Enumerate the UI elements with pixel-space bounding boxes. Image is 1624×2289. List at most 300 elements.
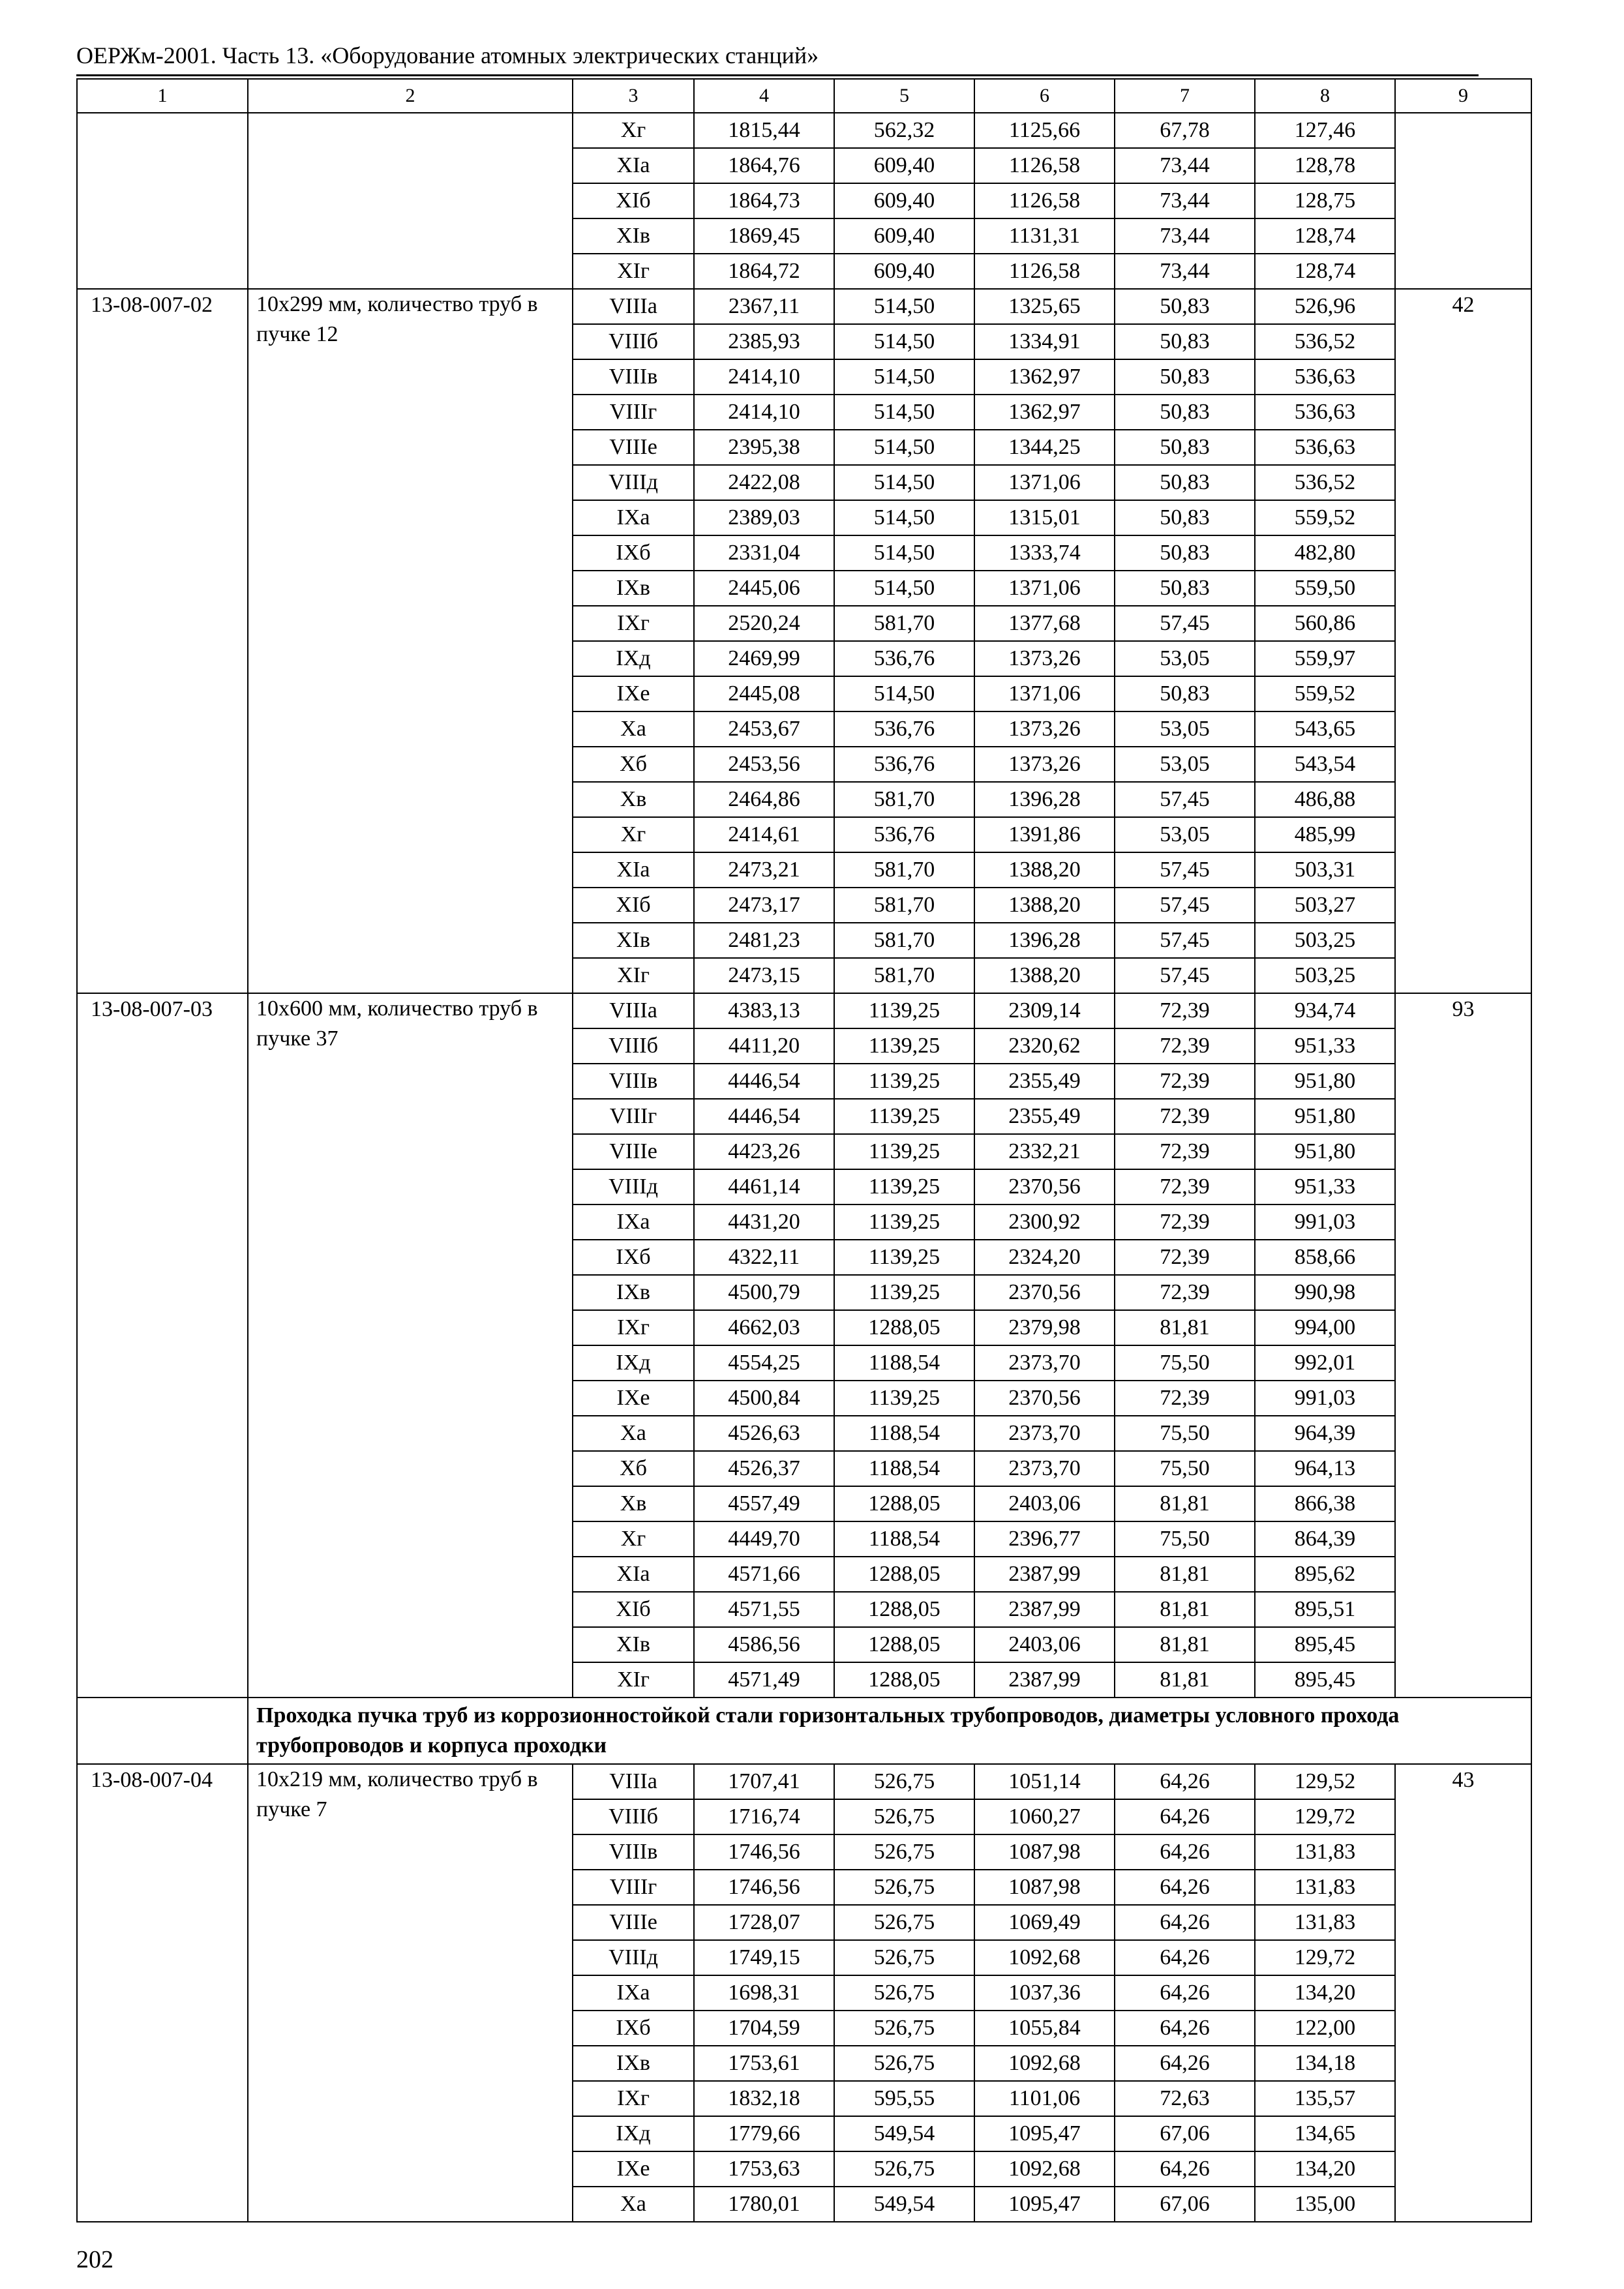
cell-zone: IXа <box>573 1204 694 1240</box>
cell-zone: IXг <box>573 1310 694 1345</box>
cell-total-cost: 1832,18 <box>694 2081 834 2116</box>
cell-operator-wages: 72,39 <box>1115 1381 1255 1416</box>
cell-machines: 2355,49 <box>974 1099 1115 1134</box>
cell-machines: 1126,58 <box>974 254 1115 289</box>
cell-wages: 526,75 <box>834 1764 974 1799</box>
cell-zone: XIв <box>573 1627 694 1662</box>
cell-operator-wages: 50,83 <box>1115 289 1255 324</box>
cell-total-cost: 4411,20 <box>694 1028 834 1064</box>
cell-machines: 1037,36 <box>974 1975 1115 2011</box>
cell-operator-wages: 72,39 <box>1115 1028 1255 1064</box>
cell-code: 13-08-007-04 <box>77 1764 248 2222</box>
cell-wages: 581,70 <box>834 782 974 817</box>
cell-wages: 514,50 <box>834 359 974 395</box>
cell-materials: 128,75 <box>1255 183 1395 218</box>
cell-machines: 1373,26 <box>974 711 1115 747</box>
cell-materials: 559,52 <box>1255 500 1395 535</box>
cell-operator-wages: 67,78 <box>1115 113 1255 148</box>
cell-total-cost: 2473,17 <box>694 888 834 923</box>
cell-total-cost: 1704,59 <box>694 2011 834 2046</box>
cell-zone: IXд <box>573 641 694 676</box>
cell-wages: 1139,25 <box>834 1028 974 1064</box>
cell-zone: IXа <box>573 1975 694 2011</box>
cell-operator-wages: 73,44 <box>1115 218 1255 254</box>
cell-total-cost: 2473,15 <box>694 958 834 993</box>
cell-total-cost: 4423,26 <box>694 1134 834 1169</box>
cell-total-cost: 1864,72 <box>694 254 834 289</box>
cell-materials: 560,86 <box>1255 606 1395 641</box>
cell-zone: VIIIв <box>573 359 694 395</box>
cell-machines: 1315,01 <box>974 500 1115 535</box>
cell-machines: 1362,97 <box>974 395 1115 430</box>
rates-table <box>76 78 1532 2222</box>
cell-materials: 951,80 <box>1255 1134 1395 1169</box>
cell-operator-wages: 64,26 <box>1115 2151 1255 2187</box>
cell-machines: 1388,20 <box>974 958 1115 993</box>
cell-materials: 127,46 <box>1255 113 1395 148</box>
cell-operator-wages: 50,83 <box>1115 676 1255 711</box>
cell-machines: 1087,98 <box>974 1870 1115 1905</box>
cell-total-cost: 2385,93 <box>694 324 834 359</box>
cell-zone: VIIIг <box>573 1099 694 1134</box>
cell-operator-wages: 81,81 <box>1115 1310 1255 1345</box>
cell-zone: IXе <box>573 2151 694 2187</box>
cell-machines: 1092,68 <box>974 2046 1115 2081</box>
cell-operator-wages: 72,39 <box>1115 1169 1255 1204</box>
cell-machines: 1092,68 <box>974 2151 1115 2187</box>
cell-desc-empty <box>248 113 573 289</box>
column-number-row <box>77 79 1531 113</box>
cell-machines: 1131,31 <box>974 218 1115 254</box>
cell-count: 43 <box>1395 1764 1531 2222</box>
cell-materials: 559,97 <box>1255 641 1395 676</box>
cell-zone: VIIIе <box>573 1905 694 1940</box>
cell-materials: 895,45 <box>1255 1662 1395 1698</box>
cell-total-cost: 2367,11 <box>694 289 834 324</box>
cell-zone: VIIIа <box>573 1764 694 1799</box>
cell-total-cost: 4571,66 <box>694 1557 834 1592</box>
cell-materials: 964,39 <box>1255 1416 1395 1451</box>
cell-wages: 526,75 <box>834 1834 974 1870</box>
cell-total-cost: 2389,03 <box>694 500 834 535</box>
cell-machines: 1087,98 <box>974 1834 1115 1870</box>
cell-wages: 581,70 <box>834 852 974 888</box>
cell-wages: 1288,05 <box>834 1592 974 1627</box>
cell-materials: 951,80 <box>1255 1064 1395 1099</box>
cell-wages: 1288,05 <box>834 1627 974 1662</box>
cell-materials: 486,88 <box>1255 782 1395 817</box>
cell-operator-wages: 64,26 <box>1115 1940 1255 1975</box>
cell-operator-wages: 53,05 <box>1115 711 1255 747</box>
column-number: 4 <box>694 79 834 113</box>
cell-operator-wages: 50,83 <box>1115 324 1255 359</box>
cell-machines: 2403,06 <box>974 1486 1115 1521</box>
section-title-row <box>77 1698 1531 1764</box>
cell-materials: 951,80 <box>1255 1099 1395 1134</box>
cell-machines: 2373,70 <box>974 1416 1115 1451</box>
cell-zone: XIа <box>573 852 694 888</box>
cell-total-cost: 1780,01 <box>694 2187 834 2222</box>
cell-zone: IXб <box>573 1240 694 1275</box>
cell-machines: 1126,58 <box>974 148 1115 183</box>
cell-operator-wages: 53,05 <box>1115 817 1255 852</box>
cell-total-cost: 2395,38 <box>694 430 834 465</box>
cell-total-cost: 4431,20 <box>694 1204 834 1240</box>
cell-zone: XIб <box>573 183 694 218</box>
cell-materials: 994,00 <box>1255 1310 1395 1345</box>
table-row <box>77 113 1531 148</box>
cell-machines: 1125,66 <box>974 113 1115 148</box>
cell-operator-wages: 75,50 <box>1115 1345 1255 1381</box>
cell-machines: 1060,27 <box>974 1799 1115 1834</box>
cell-wages: 1139,25 <box>834 993 974 1028</box>
cell-materials: 951,33 <box>1255 1028 1395 1064</box>
cell-total-cost: 2331,04 <box>694 535 834 571</box>
cell-machines: 1396,28 <box>974 923 1115 958</box>
cell-wages: 1188,54 <box>834 1416 974 1451</box>
cell-wages: 1288,05 <box>834 1662 974 1698</box>
cell-count: 93 <box>1395 993 1531 1698</box>
cell-total-cost: 2414,10 <box>694 395 834 430</box>
cell-zone: VIIIб <box>573 1799 694 1834</box>
cell-materials: 895,45 <box>1255 1627 1395 1662</box>
cell-materials: 536,52 <box>1255 324 1395 359</box>
cell-wages: 1139,25 <box>834 1381 974 1416</box>
cell-zone: XIв <box>573 218 694 254</box>
cell-materials: 503,25 <box>1255 958 1395 993</box>
cell-total-cost: 4500,84 <box>694 1381 834 1416</box>
cell-operator-wages: 50,83 <box>1115 571 1255 606</box>
cell-machines: 1377,68 <box>974 606 1115 641</box>
page-header: ОЕРЖм-2001. Часть 13. «Оборудование атомных электрических станций» <box>76 42 819 68</box>
column-number: 3 <box>573 79 694 113</box>
cell-operator-wages: 75,50 <box>1115 1451 1255 1486</box>
cell-zone: VIIIг <box>573 1870 694 1905</box>
cell-wages: 595,55 <box>834 2081 974 2116</box>
cell-zone: Xа <box>573 1416 694 1451</box>
cell-wages: 526,75 <box>834 1870 974 1905</box>
cell-machines: 2373,70 <box>974 1451 1115 1486</box>
cell-wages: 609,40 <box>834 254 974 289</box>
cell-wages: 514,50 <box>834 465 974 500</box>
column-number: 9 <box>1395 79 1531 113</box>
cell-total-cost: 1716,74 <box>694 1799 834 1834</box>
cell-machines: 1095,47 <box>974 2116 1115 2151</box>
cell-materials: 559,50 <box>1255 571 1395 606</box>
cell-total-cost: 2481,23 <box>694 923 834 958</box>
cell-wages: 1188,54 <box>834 1521 974 1557</box>
cell-materials: 991,03 <box>1255 1381 1395 1416</box>
header-rule <box>76 74 1479 76</box>
cell-materials: 543,54 <box>1255 747 1395 782</box>
cell-wages: 549,54 <box>834 2187 974 2222</box>
cell-zone: VIIIв <box>573 1834 694 1870</box>
cell-operator-wages: 50,83 <box>1115 535 1255 571</box>
cell-operator-wages: 81,81 <box>1115 1627 1255 1662</box>
cell-materials: 858,66 <box>1255 1240 1395 1275</box>
cell-machines: 1325,65 <box>974 289 1115 324</box>
cell-description: 10х299 мм, количество труб в пучке 12 <box>248 289 573 993</box>
cell-machines: 1388,20 <box>974 852 1115 888</box>
cell-zone: VIIIд <box>573 465 694 500</box>
cell-total-cost: 2422,08 <box>694 465 834 500</box>
cell-total-cost: 1753,63 <box>694 2151 834 2187</box>
cell-total-cost: 2473,21 <box>694 852 834 888</box>
cell-operator-wages: 53,05 <box>1115 747 1255 782</box>
cell-materials: 992,01 <box>1255 1345 1395 1381</box>
cell-total-cost: 4662,03 <box>694 1310 834 1345</box>
cell-total-cost: 4554,25 <box>694 1345 834 1381</box>
cell-wages: 514,50 <box>834 395 974 430</box>
cell-total-cost: 4526,63 <box>694 1416 834 1451</box>
cell-wages: 514,50 <box>834 535 974 571</box>
cell-zone: VIIIа <box>573 993 694 1028</box>
cell-operator-wages: 50,83 <box>1115 430 1255 465</box>
cell-operator-wages: 67,06 <box>1115 2116 1255 2151</box>
cell-wages: 526,75 <box>834 1799 974 1834</box>
cell-wages: 536,76 <box>834 711 974 747</box>
cell-operator-wages: 73,44 <box>1115 148 1255 183</box>
cell-zone: Xг <box>573 1521 694 1557</box>
cell-total-cost: 1746,56 <box>694 1834 834 1870</box>
cell-zone: Xб <box>573 1451 694 1486</box>
cell-total-cost: 4586,56 <box>694 1627 834 1662</box>
cell-total-cost: 2520,24 <box>694 606 834 641</box>
cell-zone: Xв <box>573 782 694 817</box>
cell-materials: 128,78 <box>1255 148 1395 183</box>
cell-wages: 1188,54 <box>834 1345 974 1381</box>
cell-wages: 609,40 <box>834 218 974 254</box>
cell-machines: 2379,98 <box>974 1310 1115 1345</box>
cell-total-cost: 4571,55 <box>694 1592 834 1627</box>
cell-zone: Xг <box>573 817 694 852</box>
cell-zone: VIIIг <box>573 395 694 430</box>
cell-wages: 514,50 <box>834 500 974 535</box>
cell-operator-wages: 64,26 <box>1115 2011 1255 2046</box>
cell-operator-wages: 81,81 <box>1115 1486 1255 1521</box>
cell-materials: 895,51 <box>1255 1592 1395 1627</box>
cell-materials: 536,63 <box>1255 430 1395 465</box>
cell-materials: 134,65 <box>1255 2116 1395 2151</box>
cell-operator-wages: 57,45 <box>1115 852 1255 888</box>
cell-wages: 1139,25 <box>834 1134 974 1169</box>
cell-operator-wages: 64,26 <box>1115 1834 1255 1870</box>
cell-machines: 2320,62 <box>974 1028 1115 1064</box>
cell-operator-wages: 73,44 <box>1115 183 1255 218</box>
cell-total-cost: 2464,86 <box>694 782 834 817</box>
cell-zone: IXд <box>573 2116 694 2151</box>
cell-zone: VIIIб <box>573 324 694 359</box>
cell-machines: 2300,92 <box>974 1204 1115 1240</box>
cell-wages: 536,76 <box>834 747 974 782</box>
cell-materials: 482,80 <box>1255 535 1395 571</box>
cell-operator-wages: 57,45 <box>1115 606 1255 641</box>
cell-machines: 1373,26 <box>974 747 1115 782</box>
cell-zone: Xб <box>573 747 694 782</box>
cell-total-cost: 1815,44 <box>694 113 834 148</box>
cell-wages: 1288,05 <box>834 1557 974 1592</box>
cell-materials: 503,31 <box>1255 852 1395 888</box>
column-number: 1 <box>77 79 248 113</box>
cell-wages: 581,70 <box>834 923 974 958</box>
cell-zone: IXе <box>573 1381 694 1416</box>
cell-machines: 1391,86 <box>974 817 1115 852</box>
cell-wages: 1139,25 <box>834 1240 974 1275</box>
cell-wages: 526,75 <box>834 2151 974 2187</box>
cell-materials: 934,74 <box>1255 993 1395 1028</box>
cell-materials: 134,18 <box>1255 2046 1395 2081</box>
section-title: Проходка пучка труб из коррозионностойкой стали горизонтальных трубопроводов, диаметры условного прохода трубопроводов и корпуса проходки <box>248 1698 1531 1764</box>
cell-materials: 964,13 <box>1255 1451 1395 1486</box>
cell-machines: 2373,70 <box>974 1345 1115 1381</box>
cell-zone: XIв <box>573 923 694 958</box>
cell-total-cost: 4526,37 <box>694 1451 834 1486</box>
cell-machines: 2370,56 <box>974 1381 1115 1416</box>
cell-materials: 990,98 <box>1255 1275 1395 1310</box>
cell-operator-wages: 67,06 <box>1115 2187 1255 2222</box>
cell-code: 13-08-007-02 <box>77 289 248 993</box>
cell-operator-wages: 57,45 <box>1115 958 1255 993</box>
cell-wages: 549,54 <box>834 2116 974 2151</box>
cell-operator-wages: 72,39 <box>1115 1099 1255 1134</box>
cell-operator-wages: 73,44 <box>1115 254 1255 289</box>
cell-operator-wages: 81,81 <box>1115 1662 1255 1698</box>
cell-zone: IXв <box>573 2046 694 2081</box>
cell-operator-wages: 72,39 <box>1115 1275 1255 1310</box>
cell-wages: 526,75 <box>834 1905 974 1940</box>
cell-machines: 2387,99 <box>974 1557 1115 1592</box>
cell-materials: 503,25 <box>1255 923 1395 958</box>
cell-wages: 1288,05 <box>834 1310 974 1345</box>
cell-materials: 536,63 <box>1255 359 1395 395</box>
table-row <box>77 1764 1531 1799</box>
cell-zone: IXв <box>573 571 694 606</box>
cell-total-cost: 2414,10 <box>694 359 834 395</box>
cell-operator-wages: 72,39 <box>1115 1064 1255 1099</box>
cell-materials: 134,20 <box>1255 1975 1395 2011</box>
cell-operator-wages: 72,39 <box>1115 1204 1255 1240</box>
cell-total-cost: 1698,31 <box>694 1975 834 2011</box>
cell-machines: 1362,97 <box>974 359 1115 395</box>
column-number: 6 <box>974 79 1115 113</box>
cell-machines: 1051,14 <box>974 1764 1115 1799</box>
cell-total-cost: 1864,76 <box>694 148 834 183</box>
cell-machines: 1333,74 <box>974 535 1115 571</box>
cell-materials: 128,74 <box>1255 218 1395 254</box>
cell-zone: IXа <box>573 500 694 535</box>
cell-materials: 135,00 <box>1255 2187 1395 2222</box>
cell-materials: 536,63 <box>1255 395 1395 430</box>
cell-zone: VIIIв <box>573 1064 694 1099</box>
cell-materials: 122,00 <box>1255 2011 1395 2046</box>
cell-machines: 1334,91 <box>974 324 1115 359</box>
cell-wages: 526,75 <box>834 2011 974 2046</box>
cell-operator-wages: 72,39 <box>1115 1134 1255 1169</box>
cell-total-cost: 2453,67 <box>694 711 834 747</box>
cell-materials: 503,27 <box>1255 888 1395 923</box>
cell-machines: 2332,21 <box>974 1134 1115 1169</box>
cell-zone: XIа <box>573 1557 694 1592</box>
cell-zone: VIIIа <box>573 289 694 324</box>
cell-total-cost: 4446,54 <box>694 1064 834 1099</box>
cell-operator-wages: 64,26 <box>1115 1764 1255 1799</box>
cell-total-cost: 1728,07 <box>694 1905 834 1940</box>
cell-operator-wages: 57,45 <box>1115 923 1255 958</box>
cell-count-empty <box>1395 113 1531 289</box>
cell-zone: VIIIд <box>573 1940 694 1975</box>
cell-machines: 1371,06 <box>974 676 1115 711</box>
cell-total-cost: 2469,99 <box>694 641 834 676</box>
section-empty-cell <box>77 1698 248 1764</box>
cell-zone: VIIIе <box>573 430 694 465</box>
cell-materials: 135,57 <box>1255 2081 1395 2116</box>
cell-operator-wages: 57,45 <box>1115 888 1255 923</box>
cell-wages: 514,50 <box>834 430 974 465</box>
cell-wages: 514,50 <box>834 676 974 711</box>
cell-total-cost: 1779,66 <box>694 2116 834 2151</box>
cell-zone: IXе <box>573 676 694 711</box>
cell-zone: Xа <box>573 711 694 747</box>
cell-materials: 526,96 <box>1255 289 1395 324</box>
cell-zone: IXд <box>573 1345 694 1381</box>
cell-machines: 1371,06 <box>974 571 1115 606</box>
cell-zone: XIб <box>573 888 694 923</box>
page-number: 202 <box>76 2246 113 2273</box>
cell-materials: 134,20 <box>1255 2151 1395 2187</box>
cell-zone: XIг <box>573 958 694 993</box>
cell-zone: IXг <box>573 606 694 641</box>
cell-machines: 1396,28 <box>974 782 1115 817</box>
cell-operator-wages: 64,26 <box>1115 2046 1255 2081</box>
cell-machines: 2309,14 <box>974 993 1115 1028</box>
cell-materials: 895,62 <box>1255 1557 1395 1592</box>
cell-wages: 514,50 <box>834 289 974 324</box>
cell-total-cost: 2453,56 <box>694 747 834 782</box>
cell-wages: 1188,54 <box>834 1451 974 1486</box>
cell-wages: 514,50 <box>834 324 974 359</box>
cell-operator-wages: 72,39 <box>1115 993 1255 1028</box>
cell-machines: 2370,56 <box>974 1275 1115 1310</box>
cell-wages: 536,76 <box>834 641 974 676</box>
cell-machines: 1373,26 <box>974 641 1115 676</box>
cell-description: 10х219 мм, количество труб в пучке 7 <box>248 1764 573 2222</box>
cell-machines: 1101,06 <box>974 2081 1115 2116</box>
cell-total-cost: 4500,79 <box>694 1275 834 1310</box>
cell-operator-wages: 72,63 <box>1115 2081 1255 2116</box>
cell-zone: XIг <box>573 1662 694 1698</box>
cell-operator-wages: 75,50 <box>1115 1521 1255 1557</box>
cell-total-cost: 1749,15 <box>694 1940 834 1975</box>
cell-zone: VIIIд <box>573 1169 694 1204</box>
cell-zone: IXв <box>573 1275 694 1310</box>
cell-wages: 536,76 <box>834 817 974 852</box>
cell-zone: VIIIб <box>573 1028 694 1064</box>
cell-machines: 2387,99 <box>974 1662 1115 1698</box>
column-number: 2 <box>248 79 573 113</box>
cell-operator-wages: 53,05 <box>1115 641 1255 676</box>
cell-machines: 2396,77 <box>974 1521 1115 1557</box>
cell-zone: VIIIе <box>573 1134 694 1169</box>
cell-wages: 609,40 <box>834 183 974 218</box>
cell-count: 42 <box>1395 289 1531 993</box>
cell-operator-wages: 75,50 <box>1115 1416 1255 1451</box>
cell-total-cost: 1864,73 <box>694 183 834 218</box>
cell-materials: 864,39 <box>1255 1521 1395 1557</box>
cell-description: 10х600 мм, количество труб в пучке 37 <box>248 993 573 1698</box>
cell-total-cost: 1869,45 <box>694 218 834 254</box>
cell-total-cost: 4322,11 <box>694 1240 834 1275</box>
column-number: 7 <box>1115 79 1255 113</box>
